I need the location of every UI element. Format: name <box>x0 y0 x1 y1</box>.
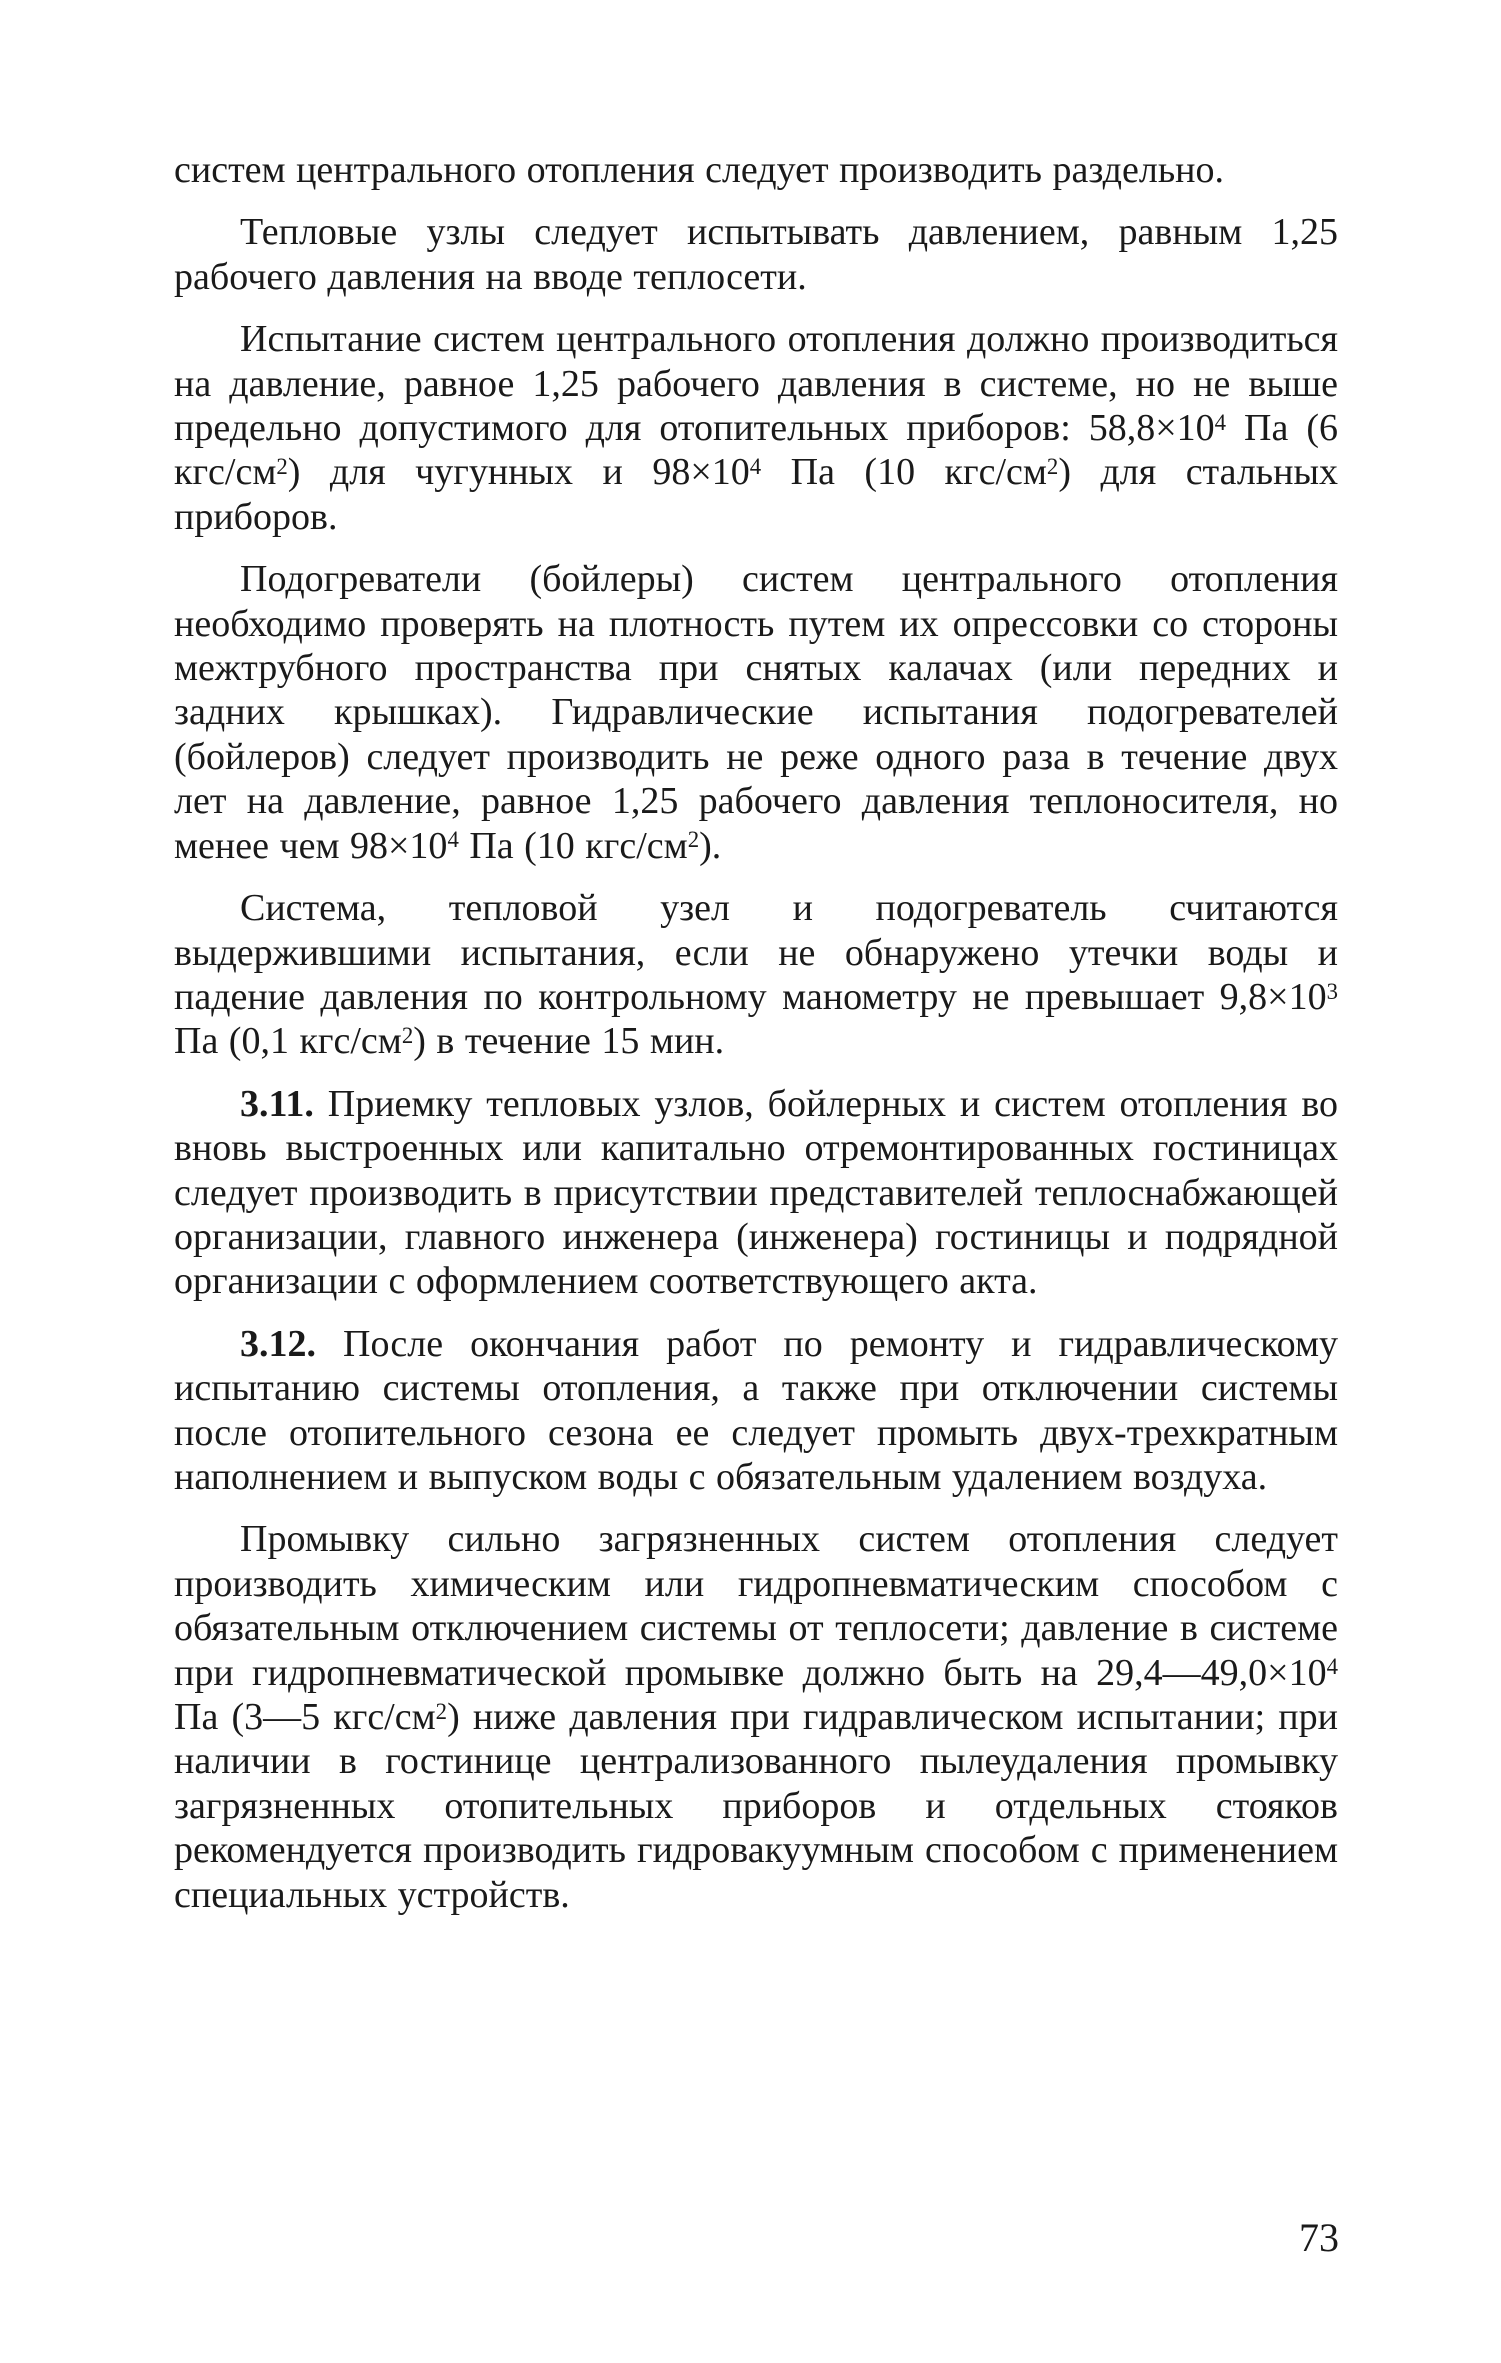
page-body <box>174 148 1338 1935</box>
paragraph-continuation: систем центрального отопления следует производить раздельно. <box>174 149 1224 191</box>
paragraph-boilers: Подогреватели (бойлеры) систем центрального отопления необходимо проверять на плотность путем их опрессовки со стороны межтрубного пространства при снятых калачах (или передних и задних крышках). Гидравлические испытания подогревателей (бойлеров) следует производить не реже одного раза в течение двух лет на давление, равное 1,25 рабочего давления теплоносителя, но менее чем $98\times 10^4$ Па (10 кгс/$см^2$). <box>174 558 1338 867</box>
paragraph-flushing: Промывку сильно загрязненных систем отопления следует производить химическим или гидропневматическим способом с обязательным отключением системы от теплосети; давление в системе при гидропневматической промывке должно быть на $29,4—49,0\times 10^4$ Па (3—5 кгс/$см^2$) ниже давления при гидравлическом испытании; при наличии в гостинице централизованного пылеудаления промывку загрязненных отопительных приборов и отдельных стояков рекомендуется производить гидровакуумным способом с применением специальных устройств. <box>174 1518 1338 1916</box>
section-number: 3.11. <box>240 1082 314 1125</box>
paragraph-testing-pressure: Испытание систем центрального отопления должно производиться на давление, равное 1,25 рабочего давления в системе, но не выше предельно допустимого для отопительных приборов: $58,8\times 10^4$ Па (6 кгс/$см^2$) для чугунных и $98\times 10^4$ Па (10 кгс/$см^2$) для стальных приборов. <box>174 318 1338 538</box>
paragraph-heat-units: Тепловые узлы следует испытывать давлением, равным 1,25 рабочего давления на вводе теплосети. <box>174 211 1338 298</box>
section-3-12: 3.12. После окончания работ по ремонту и гидравлическому испытанию системы отопления, а также при отключении системы после отопительного сезона ее следует промыть двух-трехкратным наполнением и выпуском воды с обязательным удалением воздуха. <box>174 1322 1338 1498</box>
page-number: 73 <box>1299 2215 1339 2260</box>
paragraph-test-criteria: Система, тепловой узел и подогреватель считаются выдержившими испытания, если не обнаружено утечки воды и падение давления по контрольному манометру не превышает $9,8\times 10^3$ Па (0,1 кгс/$см^2$) в течение 15 мин. <box>174 887 1338 1063</box>
section-3-11: 3.11. Приемку тепловых узлов, бойлерных и систем отопления во вновь выстроенных или капитально отремонтированных гостиницах следует производить в присутствии представителей теплоснабжающей организации, главного инженера (инженера) гостиницы и подрядной организации с оформлением соответствующего акта. <box>174 1082 1338 1303</box>
section-number: 3.12. <box>240 1322 316 1365</box>
